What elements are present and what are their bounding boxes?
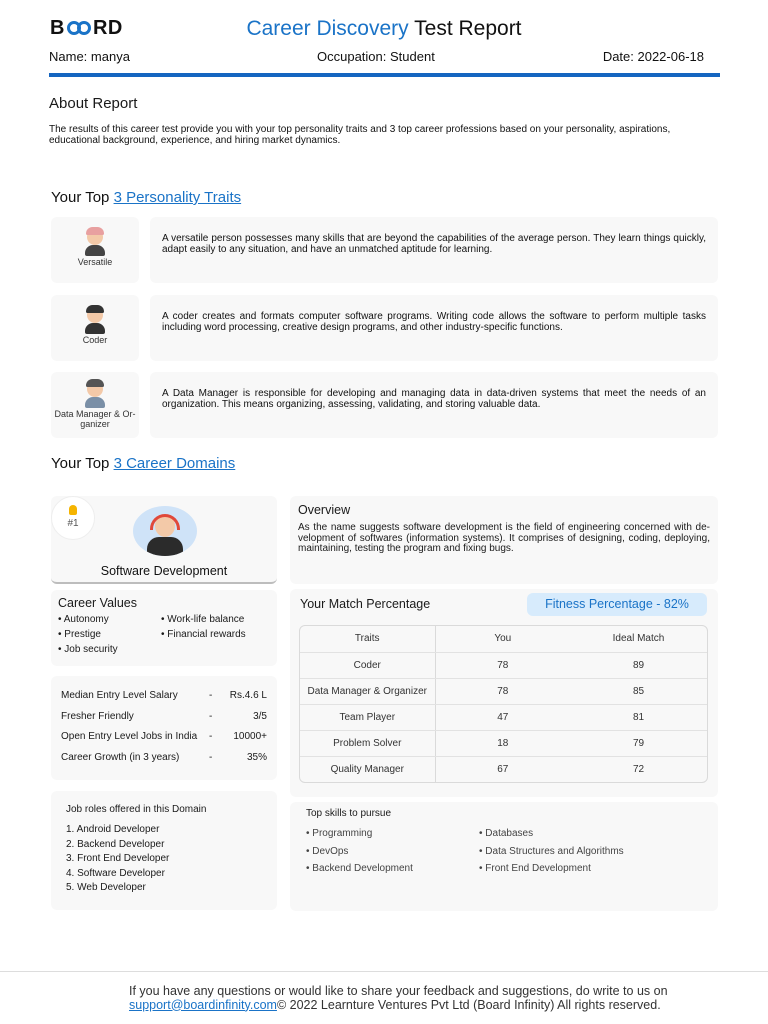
table-cell: 81 [570,704,707,730]
table-header: You [435,626,570,652]
footer-divider [0,971,768,972]
logo-text-left: B [50,16,65,39]
table-cell: Coder [300,652,435,678]
career-value-item: • Prestige [58,629,101,640]
trait-label: Data Manager & Or- ganizer [54,409,136,429]
career-value-item: • Autonomy [58,614,109,625]
overview-card [290,496,718,584]
rank-badge [51,496,95,540]
career-value-item: • Work-life balance [161,614,245,625]
coder-avatar-icon [83,305,107,335]
stat-row [61,752,267,773]
table-row [300,652,707,678]
footer-copyright: © 2022 Learnture Ventures Pvt Ltd (Board Infinity) All rights reserved. [276,997,661,1012]
table-cell: 72 [632,763,645,775]
top-skills-card [290,802,718,911]
job-role-item: 2. Backend Developer [66,838,165,850]
skill-item: • Front End Development [479,863,591,874]
domain-card [51,496,277,584]
domain-stats-card [51,676,277,780]
table-row [300,704,707,730]
stat-value: 10000+ [233,731,267,742]
job-role-item: 4. Software Developer [66,867,165,879]
domains-heading-prefix: Your Top [51,455,110,472]
header-divider [49,73,720,77]
stat-label: Career Growth (in 3 years) [61,751,180,763]
stat-row [61,711,267,732]
table-cell: Data Manager & Organizer [300,678,435,704]
traits-heading-link[interactable]: 3 Personality Traits [113,189,242,206]
table-row [300,730,707,756]
versatile-avatar-icon [83,227,107,257]
rank-label: #1 [67,518,79,529]
table-cell: 78 [435,678,570,704]
trait-description: A Data Manager is responsible for developing and managing data in data-driven systems that meet the needs of an organization. This means organizing, assessing, validating, and storing valuable data. [150,372,718,438]
footer-text: If you have any questions or would like to share your feedback and suggestions, do write to us on [129,984,668,998]
skill-item: • DevOps [306,845,349,857]
trait-label: Coder [82,335,108,345]
stat-label: Median Entry Level Salary [61,690,178,701]
stat-row [61,690,267,711]
table-cell: 89 [570,652,707,678]
domains-heading-link[interactable]: 3 Career Domains [113,455,236,472]
overview-heading: Overview [298,503,351,517]
table-cell: 47 [435,704,570,730]
job-role-item: 3. Front End Developer [66,853,170,864]
trait-icon-card [51,217,139,283]
table-header-row [300,626,707,652]
career-values-heading: Career Values [58,596,137,610]
stat-dash: - [209,751,213,763]
footer [129,985,729,1012]
table-row [300,756,707,782]
trait-label: Versatile [77,257,113,267]
skills-heading: Top skills to pursue [306,808,392,819]
user-occupation: Occupation: Student [317,49,435,64]
report-title-accent: Career Discovery [246,17,409,40]
job-roles-list [66,823,262,896]
trait-description: A coder creates and formats computer software programs. Writing code allows the software to perform multiple tasks including word processing, creative design programs, and other industry-specific functions. [150,295,718,361]
table-cell: 85 [570,678,707,704]
trait-description: A versatile person possesses many skills that are beyond the capabilities of the average person. They learn things quickly, adapt easily to any situation, and have an unmatched aptitude for learning. [150,217,718,283]
logo-text-right: RD [92,16,123,39]
about-text: The results of this career test provide you with your top personality traits and 3 top career professions based on your personality, aspirations, educational background, experience, and hiring market dynamics. [49,124,671,146]
match-percentage-card [290,589,718,797]
career-value-item: • Job security [58,644,118,655]
match-table [299,625,708,783]
match-heading: Your Match Percentage [300,597,431,611]
job-roles-card [51,791,277,910]
domain-name: Software Development [100,564,228,578]
table-row [300,678,707,704]
fitness-badge: Fitness Percentage - 82% [527,593,707,616]
stat-dash: - [209,710,213,722]
table-header: Ideal Match [570,626,707,652]
table-cell: 79 [570,730,707,756]
stat-value: 35% [246,751,267,763]
table-header: Traits [300,626,435,652]
job-role-item: 5. Web Developer [66,882,146,893]
skill-item: • Databases [479,828,534,839]
software-developer-avatar-icon [133,506,197,556]
job-roles-heading: Job roles offered in this Domain [66,804,207,815]
domains-heading [51,455,235,472]
report-title-rest: Test Report [414,17,522,40]
skill-item: • Backend Development [306,863,413,874]
support-email-link[interactable]: support@boardinfinity.com [129,997,277,1012]
table-cell: Problem Solver [300,730,435,756]
stat-label: Open Entry Level Jobs in India [61,731,198,742]
table-cell: 67 [497,763,509,775]
table-cell: 78 [435,652,570,678]
user-name: Name: manya [49,49,130,64]
medal-icon [69,505,77,515]
trait-icon-card [51,372,139,438]
report-title [0,17,768,41]
career-value-item: • Financial rewards [161,629,246,640]
stat-dash: - [209,731,213,742]
table-cell: 18 [435,730,570,756]
report-date: Date: 2022-06-18 [602,49,704,64]
career-values-card [51,590,277,666]
about-heading: About Report [49,95,138,112]
stat-value: 3/5 [253,710,267,722]
stat-row [61,731,267,752]
data-manager-avatar-icon [83,379,107,409]
table-cell: Quality Manager [300,756,435,782]
overview-text: As the name suggests software development is the field of engineering concerned with de- velopment of softwares (information systems). It comprises of designing, coding, deploying, maintaining, testing the program and fixing bugs. [298,522,710,554]
stat-value: Rs.4.6 L [229,690,267,701]
skill-item: • Data Structures and Algorithms [479,845,624,857]
stat-dash: - [209,690,213,701]
stat-label: Fresher Friendly [61,710,134,722]
traits-heading [51,189,241,206]
table-cell: Team Player [300,704,435,730]
job-role-item: 1. Android Developer [66,824,160,835]
trait-icon-card [51,295,139,361]
skill-item: • Programming [306,828,373,839]
traits-heading-prefix: Your Top [51,189,110,206]
